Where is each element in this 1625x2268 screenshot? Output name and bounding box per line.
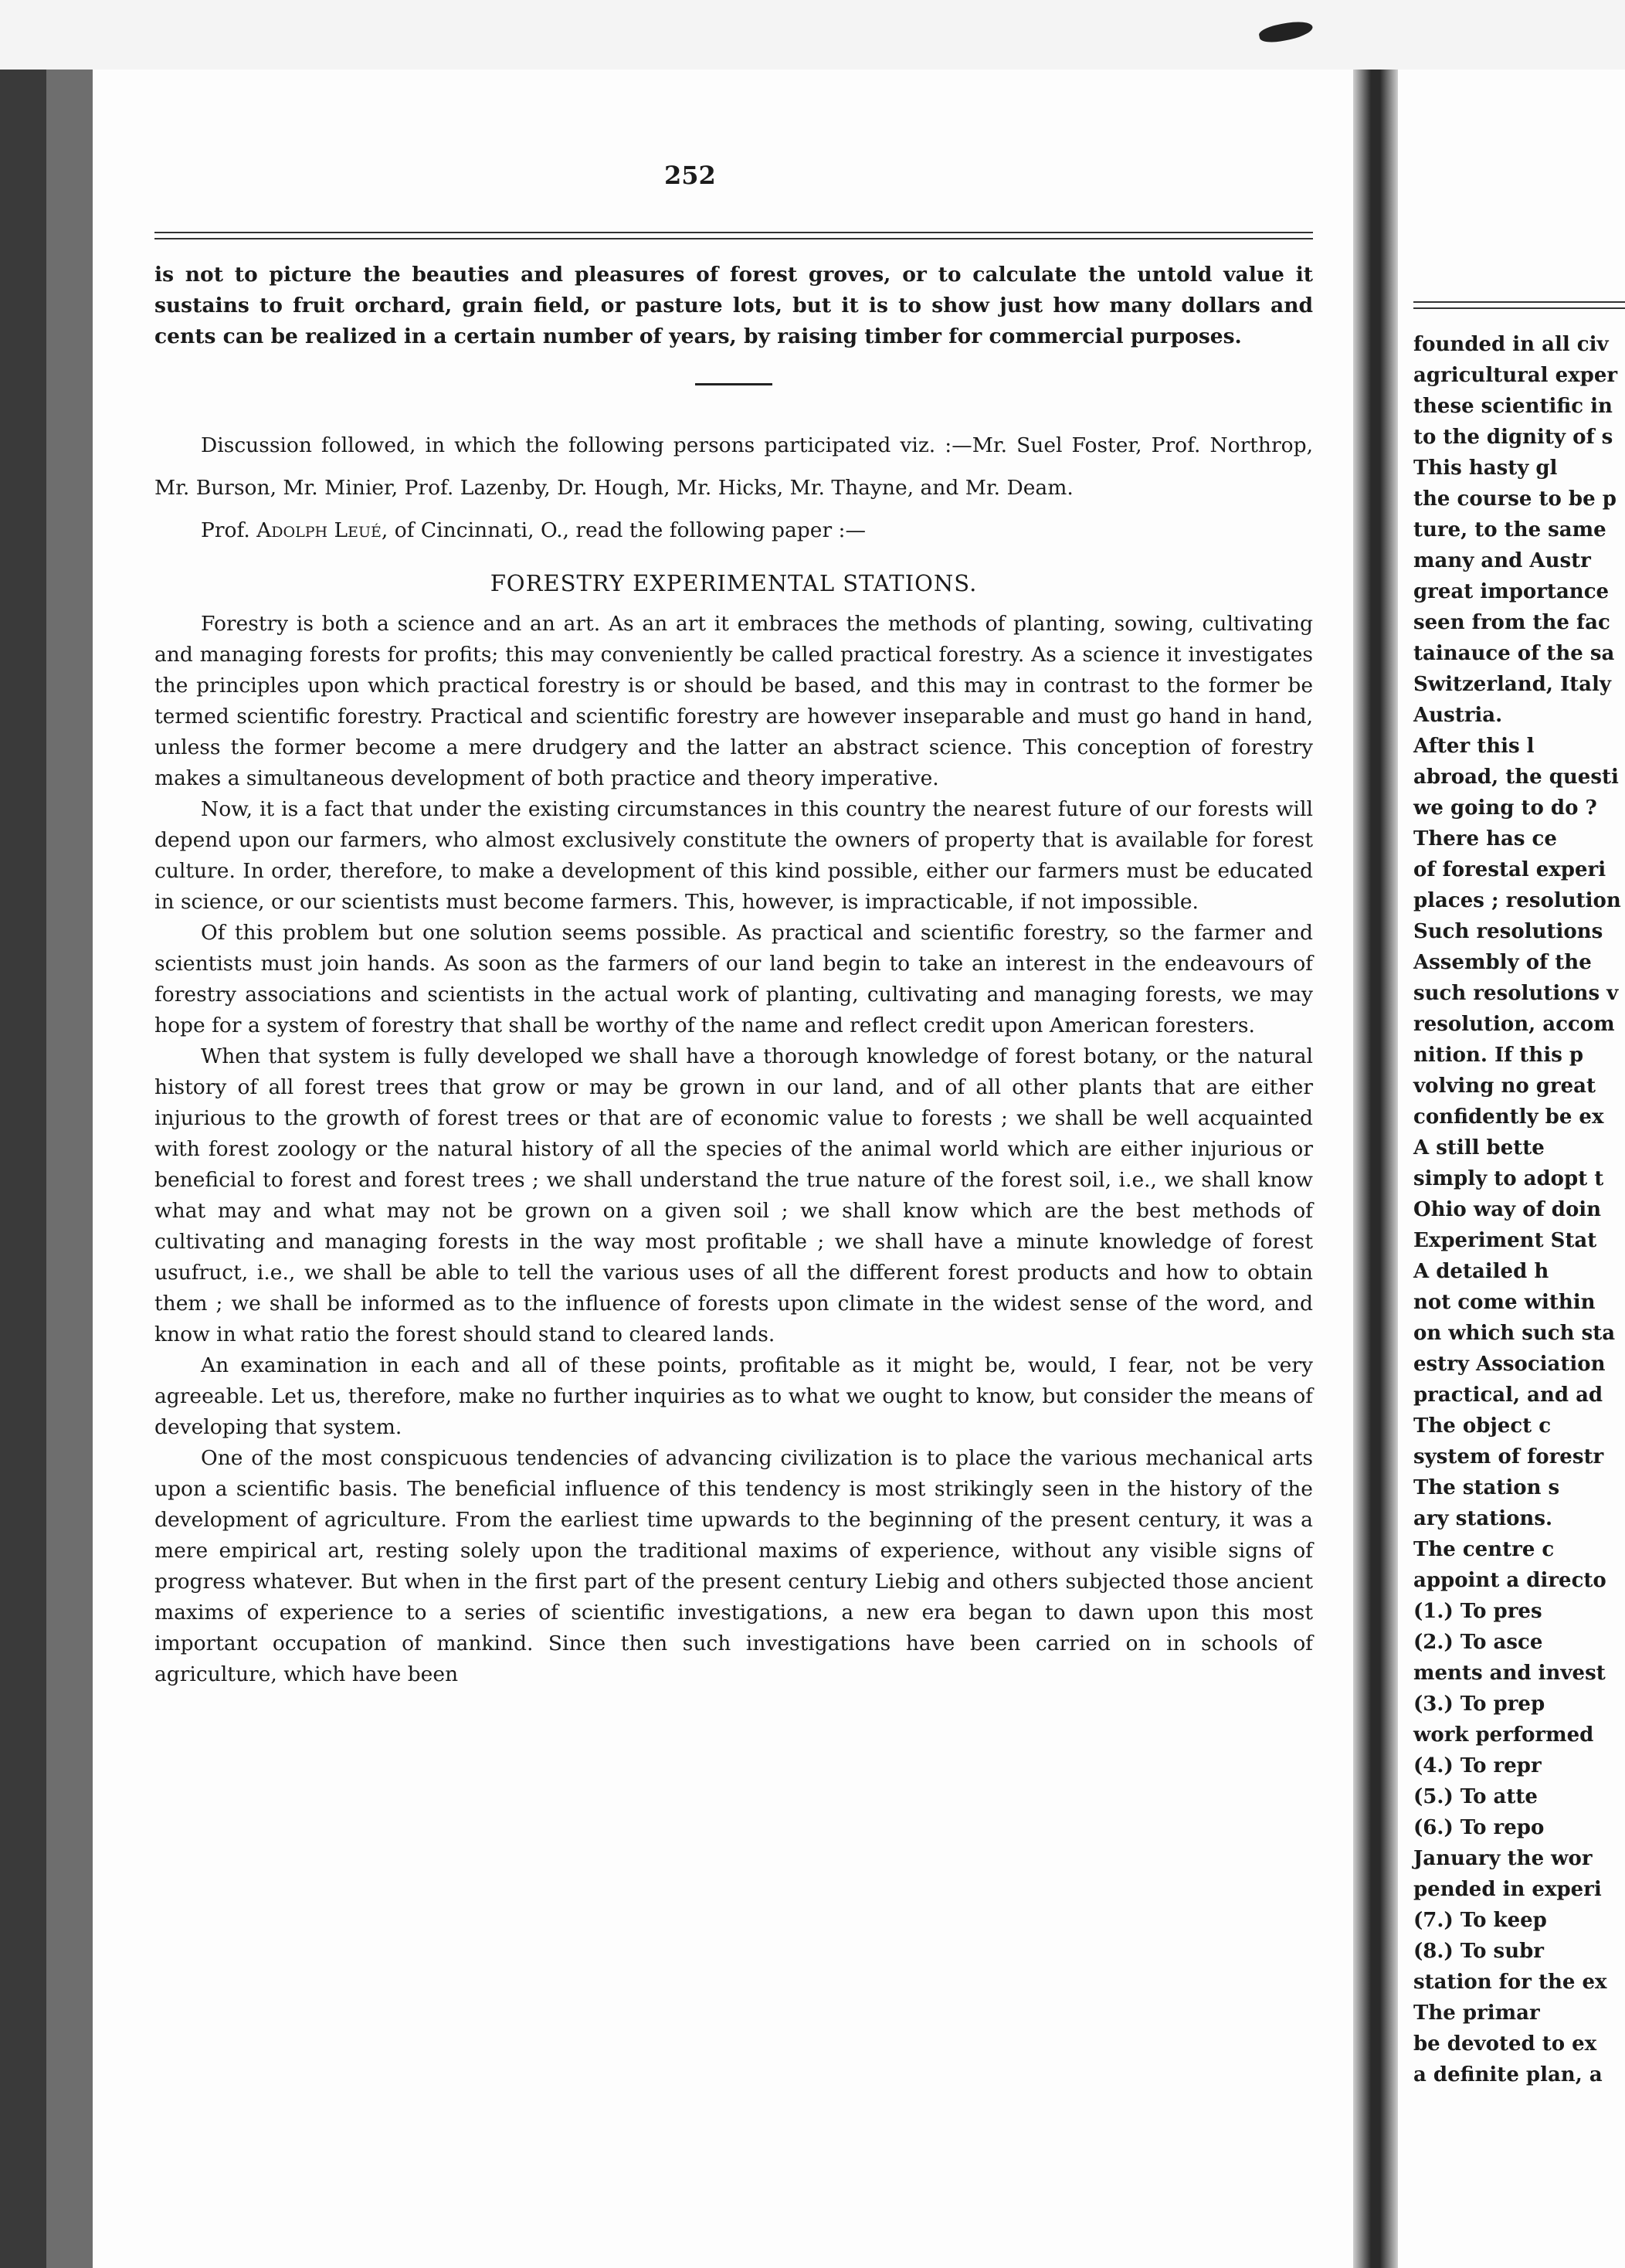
header-rule [154, 232, 1313, 239]
right-page-line: A still bette [1413, 1136, 1545, 1159]
right-page-line: January the wor [1413, 1847, 1593, 1870]
right-page-line: resolution, accom [1413, 1013, 1615, 1036]
right-page-line: station for the ex [1413, 1971, 1607, 1994]
right-page [1398, 70, 1625, 2268]
right-page-line: such resolutions v [1413, 982, 1619, 1005]
right-page-line: many and Austr [1413, 549, 1591, 572]
body-paragraph: An examination in each and all of these points, profitable as it might be, would, I fear, not be very agreeable. Let us, therefore, make no further inquiries as to what we ought to know, but consider the means of developing that system. [154, 1353, 1313, 1439]
right-page-line: appoint a directo [1413, 1569, 1606, 1592]
section-divider [695, 383, 772, 385]
right-page-line: a definite plan, a [1413, 2063, 1603, 2086]
right-page-line: founded in all civ [1413, 333, 1609, 356]
book-edge-inner [46, 70, 93, 2268]
right-page-line: agricultural exper [1413, 364, 1618, 387]
paper-intro [154, 509, 1313, 552]
right-page-line: After this l [1413, 735, 1535, 758]
body-paragraph: One of the most conspicuous tendencies of advancing civilization is to place the various mechanical arts upon a scientific basis. The beneficial influence of this tendency is most strikingly seen in the history of the development of agriculture. From the earliest time upwards to the beginning of the present century, it was a mere empirical art, resting solely upon the traditional maxims of experience, without any visible signs of progress whatever. But when in the first part of the present century Liebig and others subjected those ancient maxims of experience to a series of scientific investigations, a new era began to dawn upon this most important occupation of mankind. Since then such investigations have been carried on in schools of agriculture, which have been [154, 1446, 1313, 1686]
article-heading: FORESTRY EXPERIMENTAL STATIONS. [490, 570, 978, 596]
right-page-line: estry Association [1413, 1353, 1606, 1376]
right-page-line: simply to adopt t [1413, 1167, 1604, 1190]
scan-top-margin [0, 0, 1625, 70]
right-page-line: There has ce [1413, 827, 1557, 850]
right-page-line: ments and invest [1413, 1662, 1606, 1685]
right-page-line: confidently be ex [1413, 1105, 1604, 1129]
right-page-line: pended in experi [1413, 1878, 1602, 1901]
right-page-line: (3.) To prep [1413, 1693, 1545, 1716]
right-page-line: volving no great [1413, 1075, 1596, 1098]
right-page-line: Ohio way of doin [1413, 1198, 1602, 1221]
right-page-line: (5.) To atte [1413, 1785, 1538, 1808]
body-paragraph: When that system is fully developed we shall have a thorough knowledge of forest botany, or the natural history of all forest trees that grow or may be grown in our land, and of all other plants that are either injurious to the growth of forest trees or that are of economic value to forests ; we shall be well acquainted with forest zoology or the natural history of all the species of the animal world which are either injurious or beneficial to forest and forest trees ; we shall understand the true nature of the forest soil, i.e., we shall know what may and what may not be grown on a given soil ; we shall know which are the best methods of cultivating and managing forests in the way most profitable ; we shall have a minute knowledge of forest usufruct, i.e., we shall be able to tell the various uses of all the different forest products and how to obtain them ; we shall be informed as to the influence of forests upon climate in the widest sense of the word, and know in what ratio the forest should stand to cleared lands. [154, 1044, 1313, 1346]
right-header-rule [1413, 301, 1625, 309]
right-page-line: ture, to the same [1413, 518, 1606, 542]
right-page-line: practical, and ad [1413, 1384, 1603, 1407]
author-name: Adolph Leué [256, 518, 382, 542]
right-page-line: Assembly of the [1413, 951, 1592, 974]
right-page-line: be devoted to ex [1413, 2032, 1597, 2056]
page-content [154, 260, 1313, 1690]
right-page-line: The object c [1413, 1414, 1552, 1438]
right-page-line: (7.) To keep [1413, 1909, 1547, 1932]
right-page-line: The station s [1413, 1476, 1560, 1499]
right-page-line: places ; resolution [1413, 889, 1621, 912]
right-page-line: abroad, the questi [1413, 766, 1619, 789]
right-page-line: of forestal experi [1413, 858, 1606, 881]
right-page-text [1413, 329, 1625, 2090]
right-page-line: we going to do ? [1413, 796, 1597, 820]
right-page-line: system of forestr [1413, 1445, 1604, 1468]
right-page-line: The primar [1413, 2001, 1540, 2025]
right-page-line: (4.) To repr [1413, 1754, 1542, 1777]
right-page-line: Austria. [1413, 704, 1503, 727]
right-page-line: Switzerland, Italy [1413, 673, 1611, 696]
right-page-line: tainauce of the sa [1413, 642, 1615, 665]
right-page-line: to the dignity of s [1413, 426, 1613, 449]
right-page-line: Such resolutions [1413, 920, 1603, 943]
page-number: 252 [664, 161, 716, 190]
body-paragraph: Of this problem but one solution seems possible. As practical and scientific forestry, so the farmer and scientists must join hands. As soon as the farmers of our land begin to take an interest in the endeavours of forestry associations and scientists in the actual work of planting, cultivating and managing forests, we may hope for a system of forestry that shall be worthy of the name and reflect credit upon American foresters. [154, 921, 1313, 1037]
right-page-line: on which such sta [1413, 1322, 1616, 1345]
right-page-line: This hasty gl [1413, 457, 1558, 480]
right-page-line: (1.) To pres [1413, 1600, 1542, 1623]
right-page-line: ary stations. [1413, 1507, 1553, 1530]
right-page-line: Experiment Stat [1413, 1229, 1597, 1252]
right-page-line: The centre c [1413, 1538, 1555, 1561]
body-paragraph: Now, it is a fact that under the existing circumstances in this country the nearest future of our forests will depend upon our farmers, who almost exclusively constitute the owners of property that is available for forest culture. In order, therefore, to make a development of this kind possible, either our farmers must be educated in science, or our scientists must become farmers. This, however, is impracticable, if not impossible. [154, 797, 1313, 914]
right-page-line: great importance [1413, 580, 1610, 603]
right-page-line: nition. If this p [1413, 1044, 1584, 1067]
right-page-line: (8.) To subr [1413, 1940, 1544, 1963]
right-page-line: A detailed h [1413, 1260, 1549, 1283]
intro-paragraph: is not to picture the beauties and pleasures of forest groves, or to calculate the untold value it sustains to fruit orchard, grain field, or pasture lots, but it is to show just how many dollars and cents can be realized in a certain number of years, by raising timber for commercial purposes. [154, 263, 1313, 348]
right-page-line: work performed [1413, 1723, 1594, 1747]
body-paragraph: Forestry is both a science and an art. As an art it embraces the methods of planting, sowing, cultivating and managing forests for profits; this may conveniently be called practical forestry. As a science it investigates the principles upon which practical forestry is or should be based, and this may in contrast to the former be termed scientific forestry. Practical and scientific forestry are however inseparable and must go hand in hand, unless the former become a mere drudgery and the latter an abstract science. This conception of forestry makes a simultaneous development of both practice and theory imperative. [154, 612, 1313, 790]
right-page-line: the course to be p [1413, 487, 1617, 511]
right-page-line: not come within [1413, 1291, 1596, 1314]
book-gutter [1353, 70, 1398, 2268]
paper-intro-after: , of Cincinnati, O., read the following paper :— [381, 518, 866, 542]
right-page-line: seen from the fac [1413, 611, 1610, 634]
right-page-line: (6.) To repo [1413, 1816, 1545, 1839]
discussion-paragraph: Discussion followed, in which the following persons participated viz. :—Mr. Suel Foster, Prof. Northrop, Mr. Burson, Mr. Minier, Prof. Lazenby, Dr. Hough, Mr. Hicks, Mr. Thayne, and Mr. Deam. [154, 433, 1313, 500]
right-page-line: (2.) To asce [1413, 1631, 1543, 1654]
right-page-line: these scientific in [1413, 395, 1613, 418]
paper-intro-before: Prof. [201, 518, 257, 542]
